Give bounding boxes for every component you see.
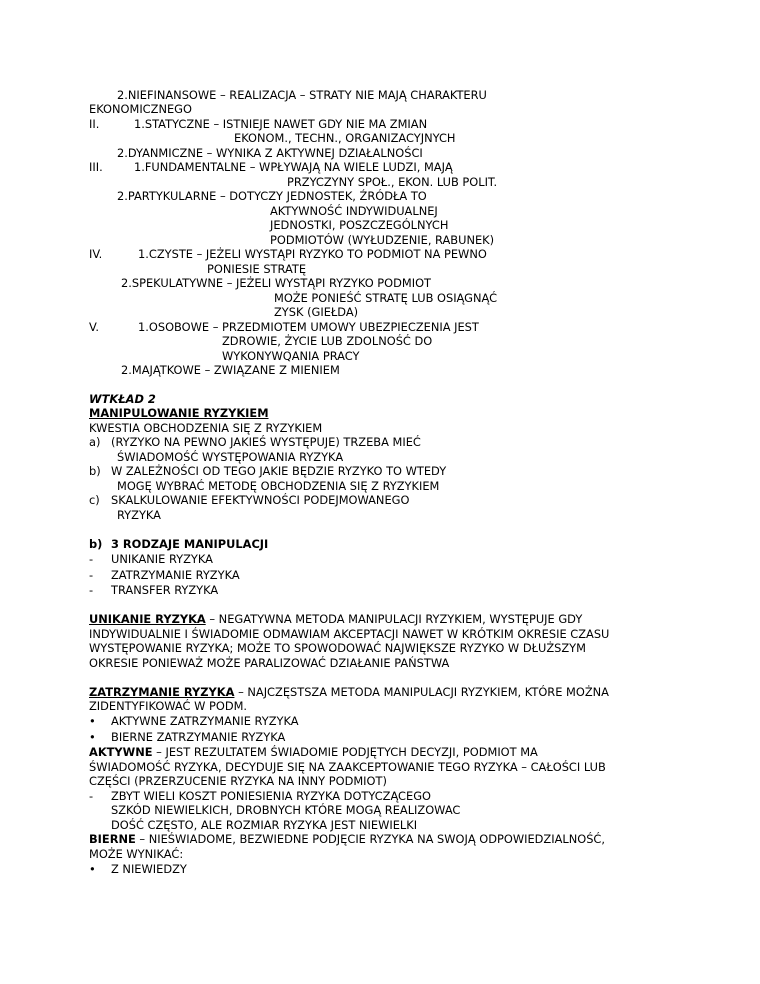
- list-item: W ZALEŻNOŚCI OD TEGO JAKIE BĘDZIE RYZYKO TO WTEDY: [111, 464, 447, 478]
- text-line: 2.PARTYKULARNE – DOTYCZY JEDNOSTEK, ŹRÓDŁA TO: [117, 189, 427, 203]
- list-item: DOŚĆ CZĘSTO, ALE ROZMIAR RYZYKA JEST NIEWIELKI: [111, 818, 418, 832]
- dash-marker: -: [89, 789, 94, 803]
- text-line: AKTYWNOŚĆ INDYWIDUALNEJ: [270, 204, 438, 218]
- list-marker: b): [89, 537, 103, 551]
- definition: – JEST REZULTATEM ŚWIADOMIE PODJĘTYCH DECYZJI, PODMIOT MA: [152, 745, 538, 759]
- text-line: EKONOMICZNEGO: [89, 102, 192, 116]
- text-line: WYKONYWQANIA PRACY: [222, 349, 360, 363]
- term: AKTYWNE: [89, 745, 153, 759]
- paragraph-line: OKRESIE PONIEWAŻ MOŻE PARALIZOWAĆ DZIAŁANIE PAŃSTWA: [89, 656, 450, 670]
- text-line: 2.DYANMICZNE – WYNIKA Z AKTYWNEJ DZIAŁALNOŚCI: [117, 146, 423, 160]
- paragraph-line: [89, 745, 538, 760]
- paragraph-line: ŚWIADOMOŚĆ RYZYKA, DECYDUJE SIĘ NA ZAAKCEPTOWANIE TEGO RYZYKA – CAŁOŚCI LUB: [89, 760, 606, 774]
- text-line: ZDROWIE, ŻYCIE LUB ZDOLNOŚĆ DO: [222, 334, 433, 348]
- dash-marker: -: [89, 552, 94, 566]
- paragraph-line: ZIDENTYFIKOWAĆ W PODM.: [89, 699, 248, 713]
- definition: – NIEŚWIADOME, BEZWIEDNE PODJĘCIE RYZYKA NA SWOJĄ ODPOWIEDZIALNOŚĆ,: [135, 832, 605, 846]
- list-item: RYZYKA: [117, 508, 161, 522]
- text-line: 2.MAJĄTKOWE – ZWIĄZANE Z MIENIEM: [121, 363, 340, 377]
- section-heading: 3 RODZAJE MANIPULACJI: [111, 537, 269, 551]
- list-marker: V.: [89, 320, 99, 334]
- paragraph-line: INDYWIDUALNIE I ŚWIADOMIE ODMAWIAM AKCEPTACJI NAWET W KRÓTKIM OKRESIE CZASU: [89, 627, 610, 641]
- text-line: 1.FUNDAMENTALNE – WPŁYWAJĄ NA WIELE LUDZI, MAJĄ: [134, 160, 453, 174]
- list-item: ZATRZYMANIE RYZYKA: [111, 568, 240, 582]
- bullet-marker: •: [89, 730, 96, 744]
- dash-marker: -: [89, 583, 94, 597]
- bullet-marker: •: [89, 862, 96, 876]
- list-item: ŚWIADOMOŚĆ WYSTĘPOWANIA RYZYKA: [117, 450, 344, 464]
- list-marker: a): [89, 435, 101, 449]
- list-item: SKALKULOWANIE EFEKTYWNOŚCI PODEJMOWANEGO: [111, 493, 410, 507]
- text-line: ZYSK (GIEŁDA): [274, 305, 359, 319]
- list-marker: c): [89, 493, 100, 507]
- list-marker: b): [89, 464, 101, 478]
- text-line: 2.SPEKULATYWNE – JEŻELI WYSTĄPI RYZYKO PODMIOT: [121, 276, 431, 290]
- list-marker: III.: [89, 160, 103, 174]
- text-line: 1.OSOBOWE – PRZEDMIOTEM UMOWY UBEZPIECZENIA JEST: [138, 320, 479, 334]
- list-item: (RYZYKO NA PEWNO JAKIEŚ WYSTĘPUJE) TRZEBA MIEĆ: [111, 435, 421, 449]
- text-line: KWESTIA OBCHODZENIA SIĘ Z RYZYKIEM: [89, 421, 323, 435]
- paragraph-line: WYSTĘPOWANIE RYZYKA; MOŻE TO SPOWODOWAĆ NAJWIĘKSZE RYZYKO W DŁUŻSZYM: [89, 641, 586, 655]
- paragraph-line: MOŻE WYNIKAĆ:: [89, 847, 184, 861]
- paragraph-line: [89, 832, 605, 847]
- list-item: Z NIEWIEDZY: [111, 862, 187, 876]
- lecture-title: WTKŁAD 2: [89, 392, 156, 406]
- list-marker: IV.: [89, 247, 103, 261]
- list-item: SZKÓD NIEWIELKICH, DROBNYCH KTÓRE MOGĄ REALIZOWAC: [111, 803, 461, 817]
- section-heading: MANIPULOWANIE RYZYKIEM: [89, 406, 269, 420]
- list-item: UNIKANIE RYZYKA: [111, 552, 213, 566]
- term: ZATRZYMANIE RYZYKA: [89, 685, 235, 699]
- paragraph-line: [89, 685, 609, 700]
- definition: – NEGATYWNA METODA MANIPULACJI RYZYKIEM, WYSTĘPUJE GDY: [205, 612, 583, 626]
- term: UNIKANIE RYZYKA: [89, 612, 206, 626]
- paragraph-line: [89, 612, 582, 627]
- text-line: PODMIOTÓW (WYŁUDZENIE, RABUNEK): [270, 233, 495, 247]
- text-line: 2.NIEFINANSOWE – REALIZACJA – STRATY NIE MAJĄ CHARAKTERU: [117, 88, 487, 102]
- list-item: MOGĘ WYBRAĆ METODĘ OBCHODZENIA SIĘ Z RYZYKIEM: [117, 479, 440, 493]
- definition: – NAJCZĘSTSZA METODA MANIPULACJI RYZYKIEM, KTÓRE MOŻNA: [234, 685, 609, 699]
- list-item: AKTYWNE ZATRZYMANIE RYZYKA: [111, 714, 299, 728]
- term: BIERNE: [89, 832, 136, 846]
- text-line: PRZYCZYNY SPOŁ., EKON. LUB POLIT.: [287, 175, 498, 189]
- text-line: JEDNOSTKI, POSZCZEGÓLNYCH: [270, 218, 449, 232]
- list-item: ZBYT WIELI KOSZT PONIESIENIA RYZYKA DOTYCZĄCEGO: [111, 789, 431, 803]
- list-item: TRANSFER RYZYKA: [111, 583, 219, 597]
- text-line: MOŻE PONIEŚĆ STRATĘ LUB OSIĄGNĄĆ: [274, 291, 498, 305]
- text-line: 1.CZYSTE – JEŻELI WYSTĄPI RYZYKO TO PODMIOT NA PEWNO: [138, 247, 487, 261]
- list-marker: II.: [89, 117, 100, 131]
- bullet-marker: •: [89, 714, 96, 728]
- text-line: 1.STATYCZNE – ISTNIEJE NAWET GDY NIE MA ZMIAN: [134, 117, 428, 131]
- text-line: EKONOM., TECHN., ORGANIZACYJNYCH: [234, 131, 456, 145]
- dash-marker: -: [89, 568, 94, 582]
- text-line: PONIESIE STRATĘ: [207, 262, 307, 276]
- paragraph-line: CZĘŚCI (PRZERZUCENIE RYZYKA NA INNY PODMIOT): [89, 774, 387, 788]
- list-item: BIERNE ZATRZYMANIE RYZYKA: [111, 730, 286, 744]
